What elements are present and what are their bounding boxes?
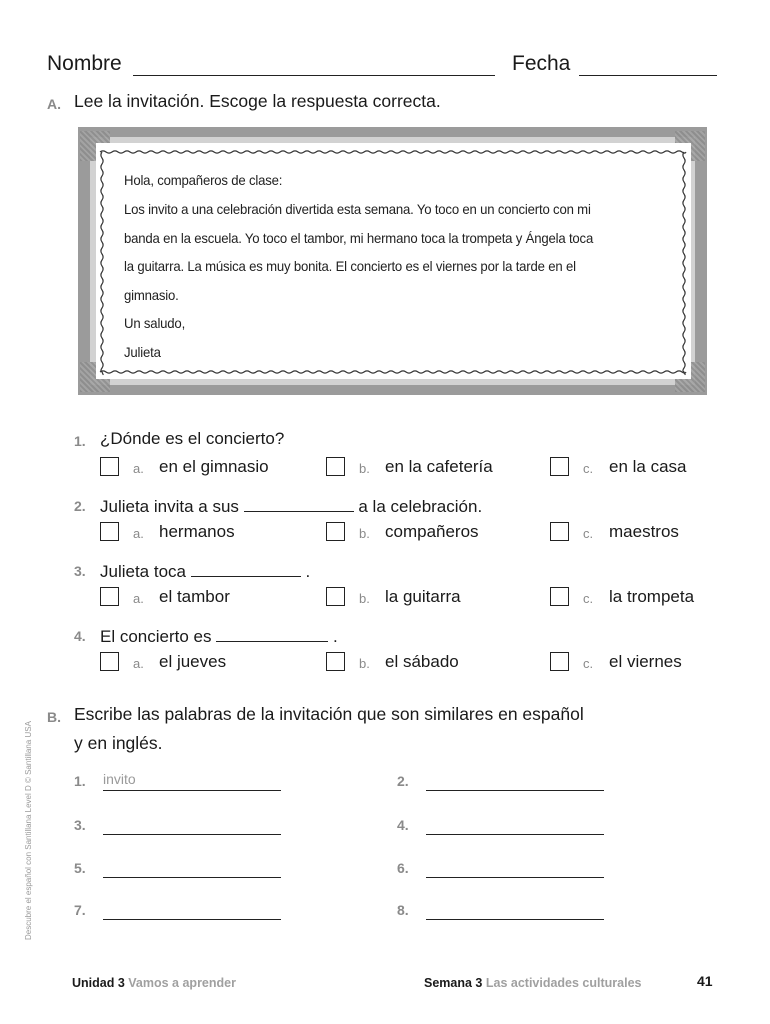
q4-option-c-checkbox[interactable]: [550, 652, 569, 671]
q4-option-a[interactable]: [100, 652, 300, 674]
section-a-letter: A.: [47, 96, 61, 112]
q4-option-a-checkbox[interactable]: [100, 652, 119, 671]
q2-blank[interactable]: [244, 494, 354, 512]
footer-unit-title: Vamos a aprender: [128, 976, 236, 990]
name-label: Nombre: [47, 52, 122, 75]
q1-option-a-letter: a.: [133, 461, 144, 476]
q4-option-b-letter: b.: [359, 656, 370, 671]
q2-option-a-text: hermanos: [159, 522, 235, 541]
q3-blank[interactable]: [191, 559, 301, 577]
q3-option-b-checkbox[interactable]: [326, 587, 345, 606]
letter-signature: Julieta: [124, 344, 161, 360]
q3-option-c-text: la trompeta: [609, 587, 695, 606]
q4-option-c-text: el viernes: [609, 652, 682, 671]
q2-option-a-letter: a.: [133, 526, 144, 541]
footer-week-title: Las actividades culturales: [485, 976, 642, 990]
q4-option-b-text: el sábado: [385, 652, 459, 671]
question-3-text: Julieta toca .: [100, 559, 310, 582]
q3-option-b-letter: b.: [359, 591, 370, 606]
q2-option-b-text: compañeros: [385, 522, 479, 541]
letter-line-3: la guitarra. La música es muy bonita. El concierto es el viernes por la tarde en el: [124, 258, 576, 274]
q2-option-b-letter: b.: [359, 526, 370, 541]
section-a-instruction: Lee la invitación. Escoge la respuesta correcta.: [74, 91, 441, 111]
q3-option-a-text: el tambor: [159, 587, 230, 606]
b-item-4-number: 4.: [397, 817, 409, 833]
q2-option-b-checkbox[interactable]: [326, 522, 345, 541]
q1-option-b-letter: b.: [359, 461, 370, 476]
b-item-5-field[interactable]: [103, 858, 281, 878]
letter-closing: Un saludo,: [124, 315, 186, 331]
section-b-letter: B.: [47, 709, 61, 725]
q2-option-c-checkbox[interactable]: [550, 522, 569, 541]
date-label: Fecha: [512, 52, 571, 75]
q4-option-a-text: el jueves: [159, 652, 227, 671]
q2-option-a-checkbox[interactable]: [100, 522, 119, 541]
footer-week-label: Semana 3: [424, 976, 483, 990]
footer-unit-label: Unidad 3: [72, 976, 125, 990]
q2-option-c[interactable]: [550, 522, 720, 544]
q4-option-c[interactable]: [550, 652, 720, 674]
question-1-number: 1.: [74, 433, 86, 449]
q1-option-c[interactable]: [550, 457, 720, 479]
letter-line-1: Los invito a una celebración divertida esta semana. Yo toco en un concierto con mi: [124, 201, 591, 217]
b-item-2-field[interactable]: [426, 771, 604, 791]
b-item-8-number: 8.: [397, 902, 409, 918]
footer-unit: [72, 976, 236, 990]
letter-line-4: gimnasio.: [124, 287, 179, 303]
b-item-3-number: 3.: [74, 817, 86, 833]
question-2-text: Julieta invita a sus a la celebración.: [100, 494, 482, 517]
b-item-5-number: 5.: [74, 860, 86, 876]
footer-week: [424, 976, 642, 990]
page-number: 41: [697, 973, 713, 989]
b-item-1-number: 1.: [74, 773, 86, 789]
name-field[interactable]: [133, 52, 495, 76]
q4-option-c-letter: c.: [583, 656, 594, 671]
q3-option-a-letter: a.: [133, 591, 144, 606]
letter-line-2: banda en la escuela. Yo toco el tambor, mi hermano toca la trompeta y Ángela toca: [124, 230, 594, 246]
date-field[interactable]: [579, 52, 717, 76]
b-item-6-number: 6.: [397, 860, 409, 876]
letter-greeting: Hola, compañeros de clase:: [124, 172, 283, 188]
b-item-2-number: 2.: [397, 773, 409, 789]
b-item-7-number: 7.: [74, 902, 86, 918]
question-1-text: ¿Dónde es el concierto?: [100, 429, 285, 448]
q3-option-c[interactable]: [550, 587, 720, 609]
header: [47, 52, 717, 82]
q3-option-c-letter: c.: [583, 591, 594, 606]
q3-option-c-checkbox[interactable]: [550, 587, 569, 606]
side-copyright: Descubre el español con Santillana Level D © Santillana USA: [24, 721, 33, 940]
section-b-instruction-line-2: y en inglés.: [74, 733, 163, 753]
q2-option-b[interactable]: [326, 522, 526, 544]
q3-option-b-text: la guitarra: [385, 587, 461, 606]
q1-option-c-checkbox[interactable]: [550, 457, 569, 476]
q2-option-a[interactable]: [100, 522, 300, 544]
q1-option-a-text: en el gimnasio: [159, 457, 269, 476]
q4-option-a-letter: a.: [133, 656, 144, 671]
q3-option-a-checkbox[interactable]: [100, 587, 119, 606]
q1-option-b-text: en la cafetería: [385, 457, 493, 476]
b-item-1-answer: invito: [103, 771, 136, 787]
q4-option-b-checkbox[interactable]: [326, 652, 345, 671]
q3-option-b[interactable]: [326, 587, 526, 609]
b-item-3-field[interactable]: [103, 815, 281, 835]
b-item-7-field[interactable]: [103, 900, 281, 920]
question-2-number: 2.: [74, 498, 86, 514]
q4-option-b[interactable]: [326, 652, 526, 674]
question-3-number: 3.: [74, 563, 86, 579]
q1-option-c-text: en la casa: [609, 457, 687, 476]
question-4-number: 4.: [74, 628, 86, 644]
q1-option-b[interactable]: [326, 457, 526, 479]
b-item-6-field[interactable]: [426, 858, 604, 878]
b-item-8-field[interactable]: [426, 900, 604, 920]
q1-option-b-checkbox[interactable]: [326, 457, 345, 476]
q4-blank[interactable]: [216, 624, 328, 642]
b-item-4-field[interactable]: [426, 815, 604, 835]
q3-option-a[interactable]: [100, 587, 300, 609]
q1-option-a-checkbox[interactable]: [100, 457, 119, 476]
q2-option-c-text: maestros: [609, 522, 679, 541]
q1-option-c-letter: c.: [583, 461, 594, 476]
section-b-instruction-line-1: Escribe las palabras de la invitación que son similares en español: [74, 704, 584, 724]
question-4-text: El concierto es .: [100, 624, 338, 647]
q2-option-c-letter: c.: [583, 526, 594, 541]
q1-option-a[interactable]: [100, 457, 300, 479]
